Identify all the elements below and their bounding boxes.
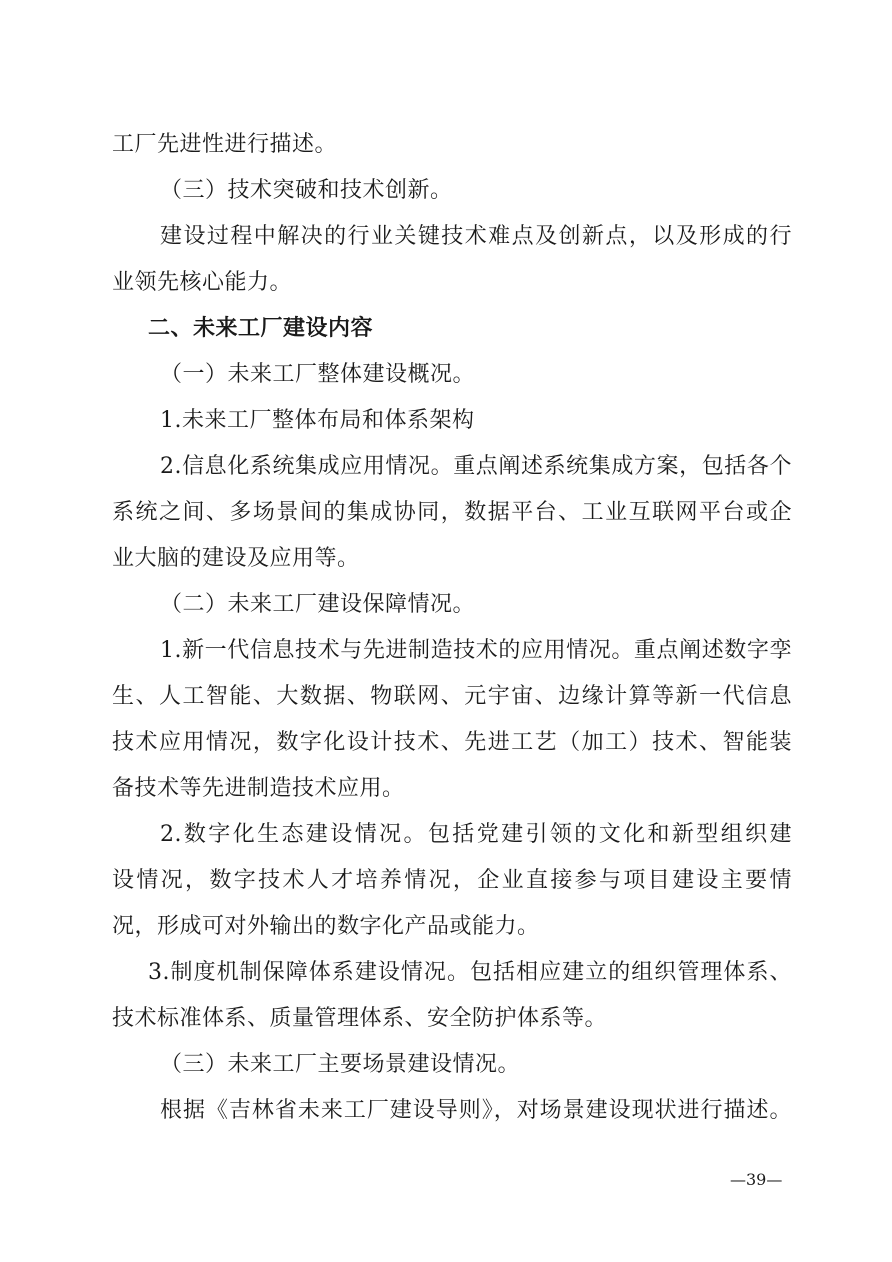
paragraph-line: 建设过程中解决的行业关键技术难点及创新点，以及形成的行 [160, 224, 792, 249]
paragraph-line: 技术应用情况，数字化设计技术、先进工艺（加工）技术、智能装 [112, 730, 792, 755]
paragraph-line: 3.制度机制保障体系建设情况。包括相应建立的组织管理体系、 [148, 960, 792, 985]
paragraph-line: 1.新一代信息技术与先进制造技术的应用情况。重点阐述数字孪 [160, 638, 792, 663]
paragraph-line: 备技术等先进制造技术应用。 [112, 776, 405, 801]
subsection-heading: （二）未来工厂建设保障情况。 [160, 592, 476, 617]
paragraph-line: 设情况，数字技术人才培养情况，企业直接参与项目建设主要情 [112, 868, 792, 893]
paragraph-line: 2.数字化生态建设情况。包括党建引领的文化和新型组织建 [160, 822, 792, 847]
paragraph-line: 2.信息化系统集成应用情况。重点阐述系统集成方案，包括各个 [160, 454, 792, 479]
section-heading: 二、未来工厂建设内容 [148, 316, 374, 341]
subsection-heading: （三）未来工厂主要场景建设情况。 [160, 1052, 521, 1077]
subsection-heading: （三）技术突破和技术创新。 [160, 178, 453, 203]
paragraph-line: 根据《吉林省未来工厂建设导则》，对场景建设现状进行描述。 [160, 1098, 792, 1123]
paragraph-line: 生、人工智能、大数据、物联网、元宇宙、边缘计算等新一代信息 [112, 684, 792, 709]
paragraph-line: 系统之间、多场景间的集成协同，数据平台、工业互联网平台或企 [112, 500, 792, 525]
paragraph-line: 业领先核心能力。 [112, 270, 293, 295]
paragraph-line: 工厂先进性进行描述。 [112, 132, 338, 157]
paragraph-line: 业大脑的建设及应用等。 [112, 546, 360, 571]
page-number: —39— [730, 1170, 783, 1189]
paragraph-line: 技术标准体系、质量管理体系、安全防护体系等。 [112, 1006, 608, 1031]
paragraph-line: 况，形成可对外输出的数字化产品或能力。 [112, 914, 540, 939]
paragraph-line: 1.未来工厂整体布局和体系架构 [160, 408, 475, 433]
subsection-heading: （一）未来工厂整体建设概况。 [160, 362, 476, 387]
